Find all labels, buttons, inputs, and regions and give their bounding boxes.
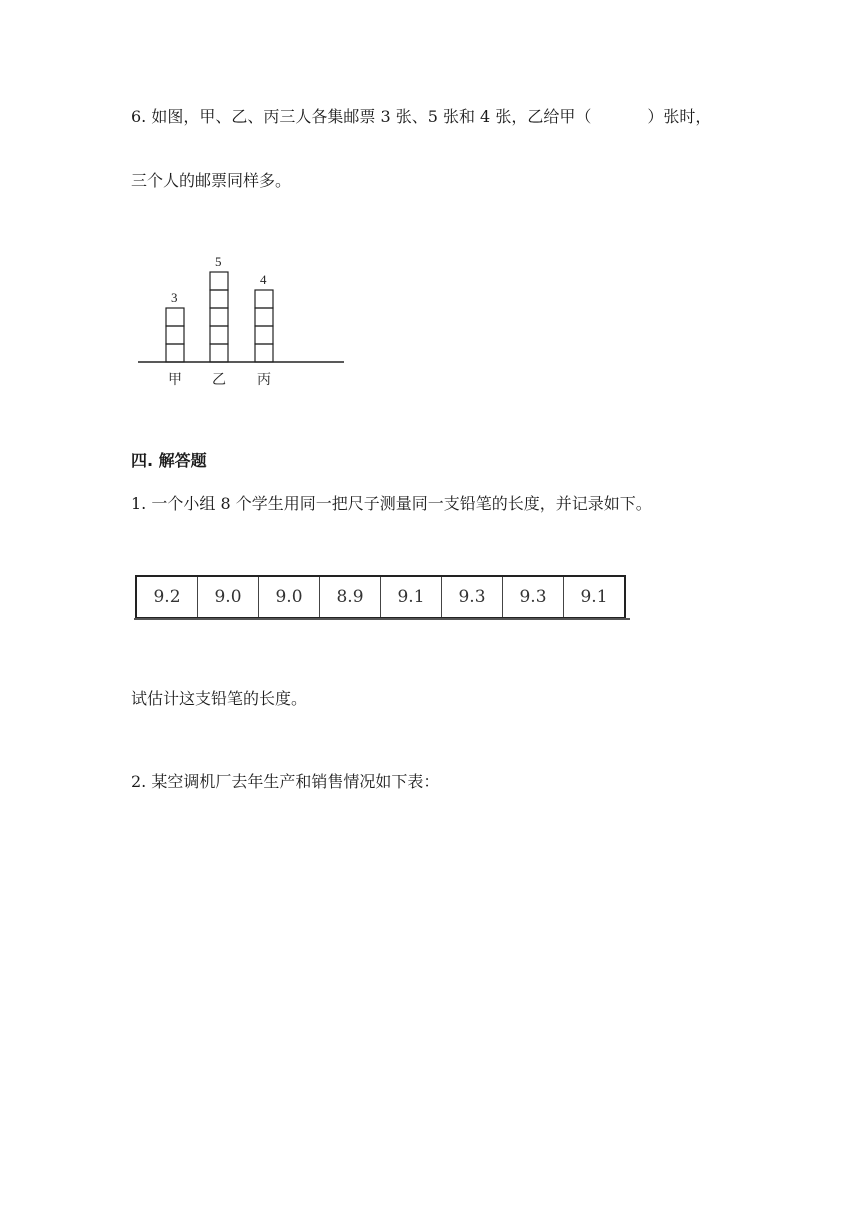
stack-value-label: 3 <box>171 290 178 305</box>
question-1-text: 1. 一个小组 8 个学生用同一把尺子测量同一支铅笔的长度，并记录如下。 <box>131 494 652 513</box>
stamp-stack-chart <box>138 242 348 392</box>
stamp-square <box>210 290 228 308</box>
stamp-square <box>166 308 184 326</box>
measurement-cell: 8.9 <box>320 576 381 618</box>
person-label: 丙 <box>257 372 271 388</box>
question-6-line-2: 三个人的邮票同样多。 <box>131 171 292 190</box>
measurement-cell: 9.1 <box>381 576 442 618</box>
stamp-square <box>210 326 228 344</box>
question-6-line-1 <box>131 104 711 127</box>
measurement-cell: 9.0 <box>259 576 320 618</box>
measurement-table <box>135 575 626 619</box>
stamp-square <box>255 308 273 326</box>
measurement-cell: 9.2 <box>136 576 198 618</box>
stamp-square <box>255 290 273 308</box>
measurement-cell: 9.3 <box>442 576 503 618</box>
stamp-square <box>255 326 273 344</box>
question-1-prompt: 试估计这支铅笔的长度。 <box>131 689 308 708</box>
person-label: 甲 <box>168 372 182 388</box>
measurement-cell: 9.1 <box>564 576 626 618</box>
stamp-square <box>166 326 184 344</box>
stamp-square <box>166 344 184 362</box>
question-6-text-before-blank: 6. 如图，甲、乙、丙三人各集邮票 3 张、5 张和 4 张，乙给甲（ <box>131 107 592 126</box>
question-6-text-after-blank: ）张时， <box>647 107 712 126</box>
person-label: 乙 <box>212 372 226 388</box>
question-2-text: 2. 某空调机厂去年生产和销售情况如下表： <box>131 772 440 791</box>
stamp-square <box>210 272 228 290</box>
stack-value-label: 5 <box>215 254 222 269</box>
stamp-square <box>255 344 273 362</box>
stamp-square <box>210 308 228 326</box>
table-row <box>136 576 625 618</box>
section-title: 四. 解答题 <box>131 451 207 470</box>
stack-value-label: 4 <box>260 272 267 287</box>
measurement-cell: 9.3 <box>503 576 564 618</box>
measurement-cell: 9.0 <box>198 576 259 618</box>
stamp-square <box>210 344 228 362</box>
table-shadow-line <box>134 618 630 620</box>
